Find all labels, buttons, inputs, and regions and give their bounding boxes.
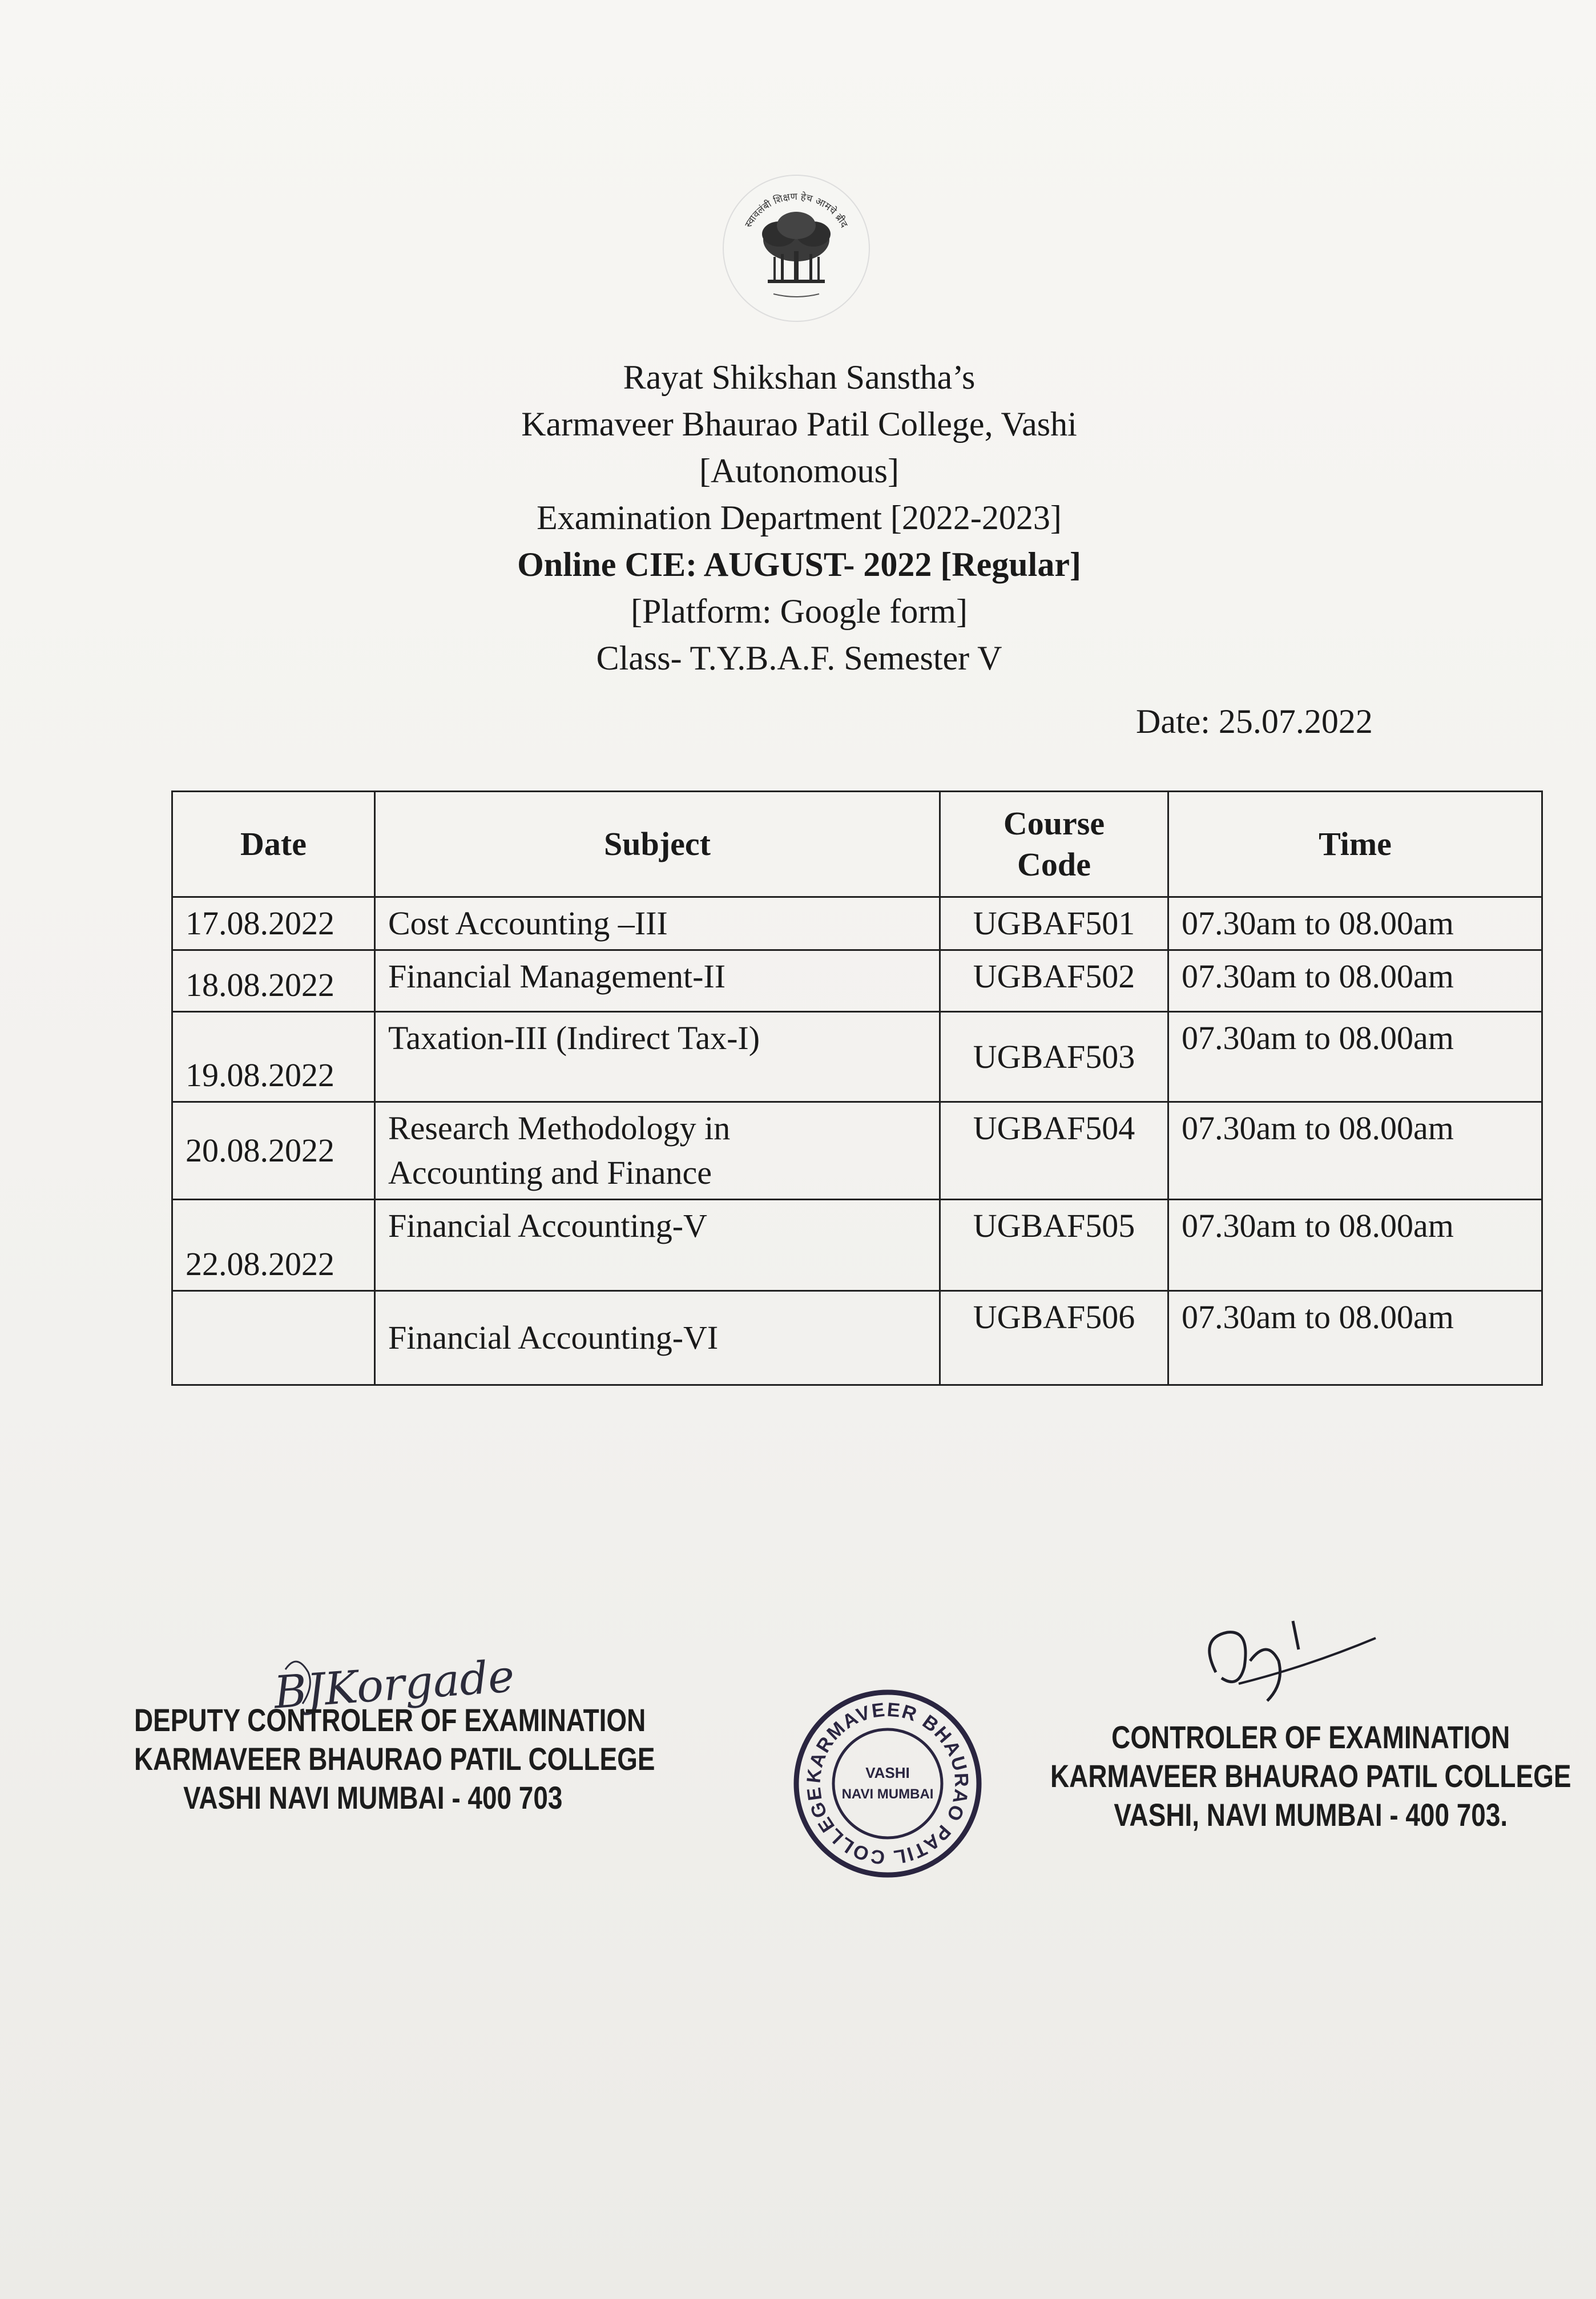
row-course-code: UGBAF501 <box>940 897 1168 950</box>
row-course-code: UGBAF506 <box>940 1291 1168 1385</box>
row-course-code: UGBAF505 <box>940 1200 1168 1291</box>
controller-signature <box>1193 1604 1381 1712</box>
row-course-code: UGBAF502 <box>940 950 1168 1012</box>
row-time: 07.30am to 08.00am <box>1168 897 1542 950</box>
svg-text:BJKorgade: BJKorgade <box>272 1651 517 1719</box>
row-date: 19.08.2022 <box>172 1012 375 1102</box>
table-row <box>172 1012 1542 1102</box>
row-subject-line1: Research Methodology in <box>388 1110 731 1147</box>
table-row <box>172 1200 1542 1291</box>
time-column-header: Time <box>1168 792 1542 897</box>
controller-address: VASHI, NAVI MUMBAI - 400 703. <box>1114 1797 1508 1833</box>
college-seal-stamp-icon <box>791 1687 985 1881</box>
row-date: 17.08.2022 <box>172 897 375 950</box>
row-subject: Financial Management-II <box>375 950 940 1012</box>
row-date: 22.08.2022 <box>172 1200 375 1291</box>
controller-block <box>1050 1718 1571 1834</box>
seal-outer-text: KARMAVEER BHAURAO PATIL COLLEGE <box>803 1699 973 1869</box>
row-date <box>172 1291 375 1385</box>
table-row <box>172 1102 1542 1200</box>
institution-name: Rayat Shikshan Sanstha’s <box>623 358 976 396</box>
course-code-column-header <box>940 792 1168 897</box>
row-date: 20.08.2022 <box>172 1102 375 1200</box>
table-row <box>172 950 1542 1012</box>
logo-motto: स्वावलंबी शिक्षण हेच आमचे ब्रीद <box>743 191 850 230</box>
platform-label: [Platform: Google form] <box>631 592 968 630</box>
row-time: 07.30am to 08.00am <box>1168 1200 1542 1291</box>
college-logo-icon <box>719 171 873 325</box>
deputy-controller-address: VASHI NAVI MUMBAI - 400 703 <box>183 1780 563 1816</box>
issue-date: Date: 25.07.2022 <box>1136 703 1373 740</box>
row-course-code: UGBAF504 <box>940 1102 1168 1200</box>
table-row <box>172 897 1542 950</box>
controller-college: KARMAVEER BHAURAO PATIL COLLEGE <box>1050 1758 1571 1794</box>
row-course-code: UGBAF503 <box>940 1012 1168 1102</box>
seal-inner-line2: NAVI MUMBAI <box>841 1786 934 1802</box>
table-header-row <box>172 792 1542 897</box>
document-header <box>400 354 1199 681</box>
deputy-controller-title: DEPUTY CONTROLER OF EXAMINATION <box>134 1702 646 1738</box>
row-subject: Taxation-III (Indirect Tax-I) <box>375 1012 940 1102</box>
row-subject: Cost Accounting –III <box>375 897 940 950</box>
course-code-header-line2: Code <box>1017 846 1091 883</box>
autonomous-label: [Autonomous] <box>699 452 899 490</box>
svg-text:KARMAVEER BHAURAO PATIL COLLEG <box>803 1699 972 1868</box>
row-time: 07.30am to 08.00am <box>1168 950 1542 1012</box>
exam-title: Online CIE: AUGUST- 2022 [Regular] <box>517 546 1081 583</box>
row-subject: Financial Accounting-V <box>375 1200 940 1291</box>
subject-column-header: Subject <box>375 792 940 897</box>
class-label: Class- T.Y.B.A.F. Semester V <box>596 639 1002 677</box>
date-column-header: Date <box>172 792 375 897</box>
department-label: Examination Department [2022-2023] <box>537 499 1062 537</box>
seal-inner-line1: VASHI <box>865 1764 910 1781</box>
exam-timetable <box>171 790 1543 1386</box>
college-name: Karmaveer Bhaurao Patil College, Vashi <box>521 405 1077 443</box>
row-subject <box>375 1102 940 1200</box>
deputy-controller-block <box>134 1701 655 1817</box>
deputy-controller-college: KARMAVEER BHAURAO PATIL COLLEGE <box>134 1741 655 1777</box>
row-time: 07.30am to 08.00am <box>1168 1102 1542 1200</box>
row-time: 07.30am to 08.00am <box>1168 1012 1542 1102</box>
table-row <box>172 1291 1542 1385</box>
row-subject-line2: Accounting and Finance <box>388 1154 712 1191</box>
controller-title: CONTROLER OF EXAMINATION <box>1111 1719 1510 1755</box>
course-code-header-line1: Course <box>1003 805 1105 842</box>
row-time: 07.30am to 08.00am <box>1168 1291 1542 1385</box>
row-date: 18.08.2022 <box>172 950 375 1012</box>
row-subject: Financial Accounting-VI <box>375 1291 940 1385</box>
